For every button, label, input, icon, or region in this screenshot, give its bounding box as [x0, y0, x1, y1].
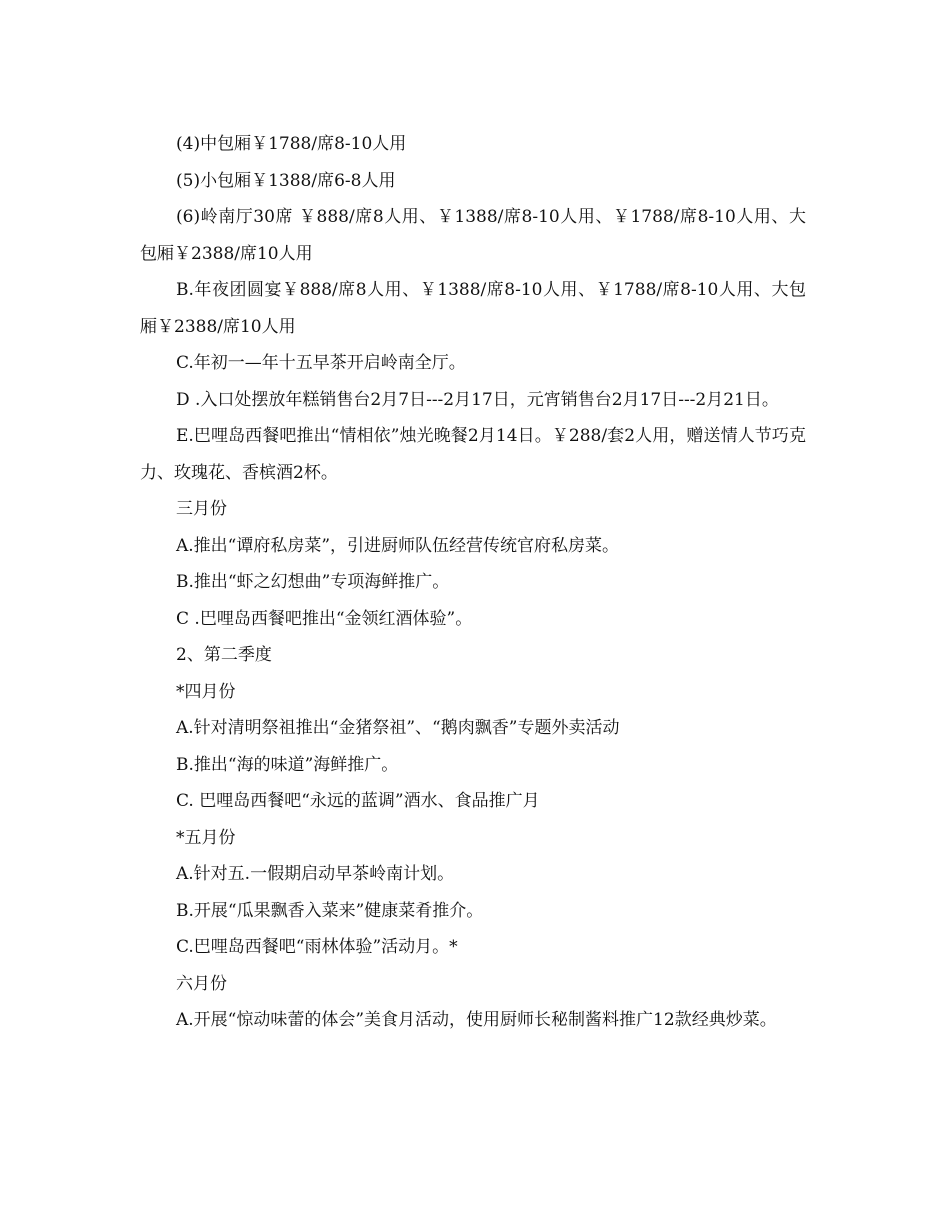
paragraph-private-cuisine: A.推出“谭府私房菜”，引进厨师队伍经营传统官府私房菜。 — [176, 535, 620, 556]
heading-june: 六月份 — [176, 973, 227, 994]
paragraph-blues-month: C. 巴哩岛西餐吧“永远的蓝调”酒水、食品推广月 — [176, 791, 540, 811]
heading-may: *五月份 — [176, 827, 236, 848]
paragraph-lingnan-hall: (6)岭南厅30席 ￥888/席8人用、￥1388/席8-10人用、￥1788/席8-10人用、大包厢￥2388/席10人用 — [140, 207, 806, 264]
paragraph-wine-experience: C .巴哩岛西餐吧推出“金领红酒体验”。 — [176, 608, 473, 629]
paragraph-morning-tea: C.年初一—年十五早茶开启岭南全厅。 — [176, 353, 466, 373]
document-body — [140, 126, 806, 1039]
paragraph-small-private-room: (5)小包厢￥1388/席6-8人用 — [176, 170, 396, 191]
paragraph-medium-private-room: (4)中包厢￥1788/席8-10人用 — [176, 134, 407, 154]
paragraph-seafood-promotion: B.推出“海的味道”海鲜推广。 — [176, 754, 399, 775]
paragraph-food-month: A.开展“惊动味蕾的体会”美食月活动，使用厨师长秘制酱料推广12款经典炒菜。 — [176, 1010, 777, 1030]
paragraph-qingming-takeaway: A.针对清明祭祖推出“金猪祭祖”、“鹅肉飘香”专题外卖活动 — [176, 718, 620, 738]
paragraph-sales-counter: D .入口处摆放年糕销售台2月7日---2月17日，元宵销售台2月17日---2月21日。 — [176, 389, 779, 410]
heading-april: *四月份 — [176, 681, 236, 702]
paragraph-may-day-plan: A.针对五.一假期启动早茶岭南计划。 — [176, 864, 455, 884]
paragraph-valentine-dinner: E.巴哩岛西餐吧推出“情相依”烛光晚餐2月14日。￥288/套2人用，赠送情人节巧克力、玫瑰花、香槟酒2杯。 — [140, 426, 806, 483]
paragraph-rainforest-month: C.巴哩岛西餐吧“雨林体验”活动月。* — [176, 937, 458, 957]
heading-march: 三月份 — [176, 499, 227, 519]
paragraph-reunion-banquet: B.年夜团圆宴￥888/席8人用、￥1388/席8-10人用、￥1788/席8-10人用、大包厢￥2388/席10人用 — [140, 280, 806, 337]
heading-second-quarter: 2、第二季度 — [176, 645, 272, 665]
paragraph-shrimp-promotion: B.推出“虾之幻想曲”专项海鲜推广。 — [176, 572, 450, 592]
paragraph-healthy-dishes: B.开展“瓜果飘香入菜来”健康菜肴推介。 — [176, 900, 484, 921]
